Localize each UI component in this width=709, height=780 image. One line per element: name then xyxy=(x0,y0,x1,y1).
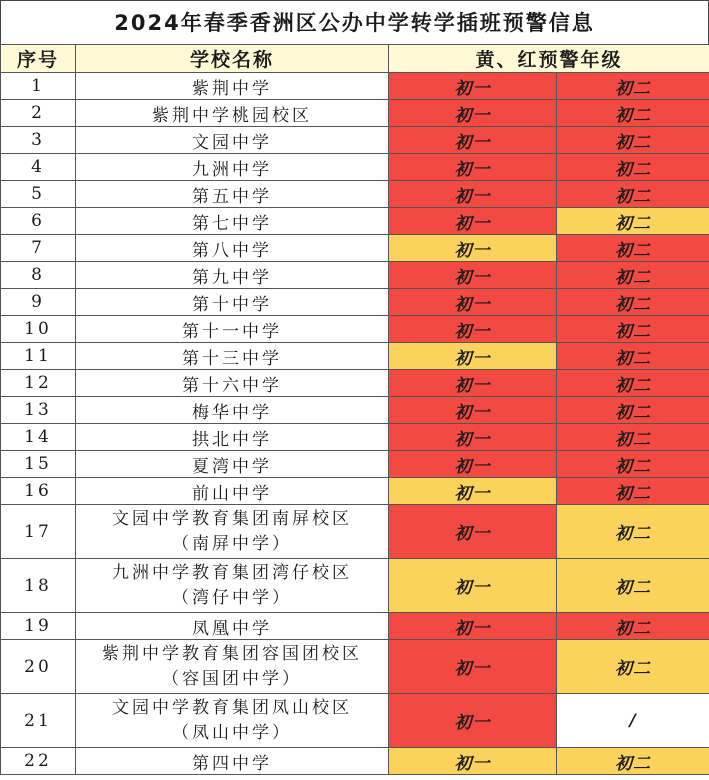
row-number: 21 xyxy=(1,694,76,748)
school-name xyxy=(76,127,389,154)
school-name-line: 拱北中学 xyxy=(192,429,272,450)
grade7-warning: 初一 xyxy=(389,640,557,694)
school-name xyxy=(76,73,389,100)
grade8-warning: 初二 xyxy=(557,289,709,316)
table-row xyxy=(1,370,709,397)
school-name xyxy=(76,316,389,343)
table-row xyxy=(1,127,709,154)
grade8-warning: 初二 xyxy=(557,397,709,424)
row-number: 10 xyxy=(1,316,76,343)
school-name xyxy=(76,694,389,748)
grade7-warning: 初一 xyxy=(389,370,557,397)
row-number: 2 xyxy=(1,100,76,127)
school-name-line: 第四中学 xyxy=(192,753,272,774)
grade8-warning: 初二 xyxy=(557,478,709,505)
row-number: 1 xyxy=(1,73,76,100)
table-row xyxy=(1,694,709,748)
table-row xyxy=(1,397,709,424)
grade7-warning: 初一 xyxy=(389,154,557,181)
table-header-row xyxy=(1,45,709,73)
header-no: 序号 xyxy=(1,45,76,73)
row-number: 12 xyxy=(1,370,76,397)
school-name xyxy=(76,181,389,208)
table-row xyxy=(1,505,709,559)
school-name xyxy=(76,154,389,181)
row-number: 4 xyxy=(1,154,76,181)
school-name xyxy=(76,748,389,775)
school-name-line: 第十中学 xyxy=(192,294,272,315)
grade8-warning: 初二 xyxy=(557,235,709,262)
header-warning-grades: 黄、红预警年级 xyxy=(389,45,709,73)
school-name-line: 第七中学 xyxy=(192,213,272,234)
row-number: 15 xyxy=(1,451,76,478)
table-row xyxy=(1,424,709,451)
school-name-line: 紫荆中学教育集团容国团校区 xyxy=(102,643,362,664)
table-row xyxy=(1,613,709,640)
school-name-line: 第十一中学 xyxy=(182,321,282,342)
grade8-warning: 初二 xyxy=(557,613,709,640)
row-number: 6 xyxy=(1,208,76,235)
table-row xyxy=(1,343,709,370)
school-name xyxy=(76,559,389,613)
table-row xyxy=(1,235,709,262)
row-number: 16 xyxy=(1,478,76,505)
grade7-warning: 初一 xyxy=(389,127,557,154)
row-number: 20 xyxy=(1,640,76,694)
grade7-warning: 初一 xyxy=(389,208,557,235)
school-name-line: 第九中学 xyxy=(192,267,272,288)
school-name-line: 文园中学 xyxy=(192,132,272,153)
row-number: 11 xyxy=(1,343,76,370)
grade7-warning: 初一 xyxy=(389,262,557,289)
school-name-line: （湾仔中学） xyxy=(172,587,292,608)
grade7-warning: 初一 xyxy=(389,478,557,505)
grade8-warning: 初二 xyxy=(557,559,709,613)
school-name xyxy=(76,343,389,370)
school-name-line: （凤山中学） xyxy=(172,722,292,743)
header-school: 学校名称 xyxy=(76,45,389,73)
school-name-line: 夏湾中学 xyxy=(192,456,272,477)
grade8-warning: 初二 xyxy=(557,424,709,451)
grade7-warning: 初一 xyxy=(389,289,557,316)
table-row xyxy=(1,154,709,181)
grade7-warning: 初一 xyxy=(389,397,557,424)
row-number: 22 xyxy=(1,748,76,775)
grade7-warning: 初一 xyxy=(389,613,557,640)
table-row xyxy=(1,181,709,208)
table-row xyxy=(1,559,709,613)
grade8-warning: 初二 xyxy=(557,451,709,478)
table-row xyxy=(1,100,709,127)
school-name xyxy=(76,397,389,424)
grade8-warning: 初二 xyxy=(557,640,709,694)
grade8-warning: 初二 xyxy=(557,100,709,127)
school-name-line: 凤凰中学 xyxy=(192,618,272,639)
grade7-warning: 初一 xyxy=(389,100,557,127)
school-name-line: 第十三中学 xyxy=(182,348,282,369)
row-number: 5 xyxy=(1,181,76,208)
grade8-warning: 初二 xyxy=(557,181,709,208)
grade7-warning: 初一 xyxy=(389,559,557,613)
table-row xyxy=(1,451,709,478)
table-row xyxy=(1,262,709,289)
table-row xyxy=(1,748,709,775)
grade7-warning: 初一 xyxy=(389,343,557,370)
grade7-warning: 初一 xyxy=(389,73,557,100)
grade7-warning: 初一 xyxy=(389,505,557,559)
school-name-line: 梅华中学 xyxy=(192,402,272,423)
school-name xyxy=(76,100,389,127)
grade8-warning: 初二 xyxy=(557,370,709,397)
warning-table xyxy=(0,44,709,775)
table-row xyxy=(1,316,709,343)
school-name xyxy=(76,289,389,316)
school-name-line: 九洲中学教育集团湾仔校区 xyxy=(112,562,352,583)
school-name xyxy=(76,424,389,451)
school-name-line: 前山中学 xyxy=(192,483,272,504)
grade8-warning: 初二 xyxy=(557,748,709,775)
school-name-line: 第十六中学 xyxy=(182,375,282,396)
row-number: 8 xyxy=(1,262,76,289)
school-name xyxy=(76,451,389,478)
grade8-warning: 初二 xyxy=(557,127,709,154)
school-name-line: 文园中学教育集团凤山校区 xyxy=(112,697,352,718)
grade8-warning: 初二 xyxy=(557,343,709,370)
school-name-line: 文园中学教育集团南屏校区 xyxy=(112,508,352,529)
school-name-line: （南屏中学） xyxy=(172,533,292,554)
grade8-warning: 初二 xyxy=(557,73,709,100)
table-row xyxy=(1,73,709,100)
grade7-warning: 初一 xyxy=(389,748,557,775)
school-name xyxy=(76,208,389,235)
school-name-line: 第五中学 xyxy=(192,186,272,207)
row-number: 18 xyxy=(1,559,76,613)
table-row xyxy=(1,640,709,694)
grade7-warning: 初一 xyxy=(389,316,557,343)
row-number: 14 xyxy=(1,424,76,451)
school-name-line: 紫荆中学 xyxy=(192,78,272,99)
row-number: 3 xyxy=(1,127,76,154)
school-name xyxy=(76,478,389,505)
grade7-warning: 初一 xyxy=(389,235,557,262)
school-name xyxy=(76,262,389,289)
grade7-warning: 初一 xyxy=(389,424,557,451)
table-row xyxy=(1,478,709,505)
grade8-warning: 初二 xyxy=(557,316,709,343)
row-number: 17 xyxy=(1,505,76,559)
school-name-line: 第八中学 xyxy=(192,240,272,261)
school-name-line: 紫荆中学桃园校区 xyxy=(152,105,312,126)
school-name xyxy=(76,613,389,640)
document-title: 2024年春季香洲区公办中学转学插班预警信息 xyxy=(0,0,709,44)
school-name xyxy=(76,505,389,559)
school-name xyxy=(76,235,389,262)
grade8-warning: / xyxy=(557,694,709,748)
grade8-warning: 初二 xyxy=(557,505,709,559)
row-number: 19 xyxy=(1,613,76,640)
school-name-line: （容国团中学） xyxy=(162,668,302,689)
row-number: 9 xyxy=(1,289,76,316)
grade7-warning: 初一 xyxy=(389,181,557,208)
table-row xyxy=(1,208,709,235)
row-number: 13 xyxy=(1,397,76,424)
table-body xyxy=(1,73,709,775)
grade7-warning: 初一 xyxy=(389,451,557,478)
grade8-warning: 初二 xyxy=(557,208,709,235)
row-number: 7 xyxy=(1,235,76,262)
table-row xyxy=(1,289,709,316)
school-name xyxy=(76,370,389,397)
grade8-warning: 初二 xyxy=(557,154,709,181)
school-name-line: 九洲中学 xyxy=(192,159,272,180)
grade8-warning: 初二 xyxy=(557,262,709,289)
school-name xyxy=(76,640,389,694)
grade7-warning: 初一 xyxy=(389,694,557,748)
